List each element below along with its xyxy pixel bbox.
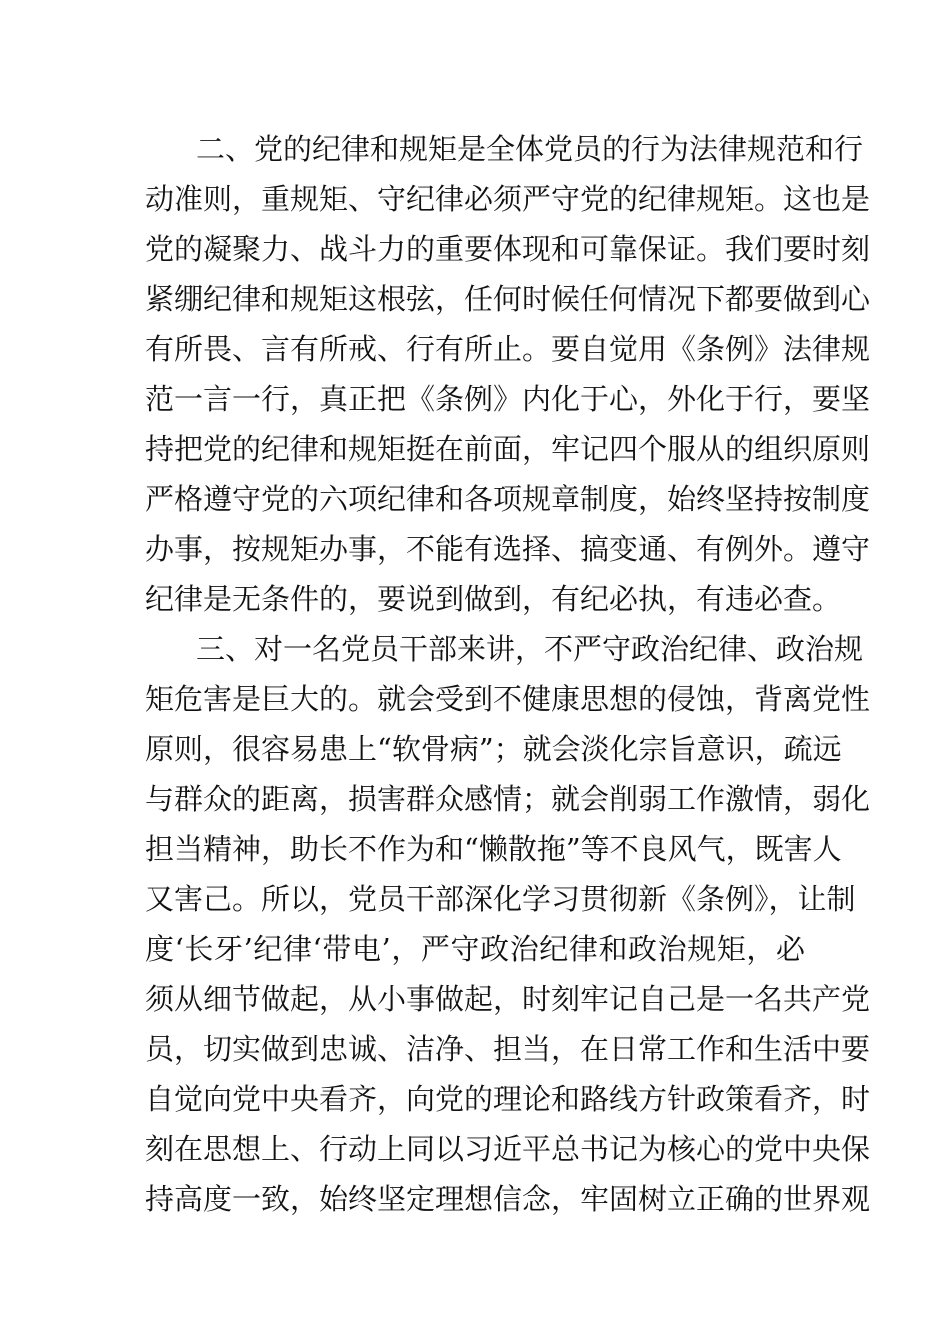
text-line: 又害己。所以，党员干部深化学习贯彻新《条例》，让制 <box>145 882 856 916</box>
text-line: 党的凝聚力、战斗力的重要体现和可靠保证。我们要时刻 <box>145 232 871 266</box>
text-line: 二、党的纪律和规矩是全体党员的行为法律规范和行 <box>196 132 864 166</box>
text-line: 自觉向党中央看齐，向党的理论和路线方针政策看齐，时 <box>145 1082 871 1116</box>
text-line: 持高度一致，始终坚定理想信念，牢固树立正确的世界观 <box>145 1182 871 1216</box>
text-line: 矩危害是巨大的。就会受到不健康思想的侵蚀，背离党性 <box>145 682 871 716</box>
text-line: 持把党的纪律和规矩挺在前面，牢记四个服从的组织原则 <box>145 432 871 466</box>
text-line: 担当精神，助长不作为和“懒散拖”等不良风气，既害人 <box>145 832 842 866</box>
text-line: 原则，很容易患上“软骨病”；就会淡化宗旨意识，疏远 <box>145 732 842 766</box>
text-line: 员，切实做到忠诚、洁净、担当，在日常工作和生活中要 <box>145 1032 871 1066</box>
text-line: 度‘长牙’纪律‘带电’，严守政治纪律和政治规矩，必 <box>145 932 805 966</box>
text-line: 有所畏、言有所戒、行有所止。要自觉用《条例》法律规 <box>145 332 871 366</box>
text-line: 纪律是无条件的，要说到做到，有纪必执，有违必查。 <box>145 582 842 616</box>
text-line: 与群众的距离，损害群众感情；就会削弱工作激情，弱化 <box>145 782 871 816</box>
text-line: 紧绷纪律和规矩这根弦，任何时候任何情况下都要做到心 <box>145 282 871 316</box>
text-line: 须从细节做起，从小事做起，时刻牢记自己是一名共产党 <box>145 982 871 1016</box>
text-line: 动准则，重规矩、守纪律必须严守党的纪律规矩。这也是 <box>145 182 871 216</box>
text-line: 三、对一名党员干部来讲，不严守政治纪律、政治规 <box>196 632 864 666</box>
text-line: 办事，按规矩办事，不能有选择、搞变通、有例外。遵守 <box>145 532 871 566</box>
text-line: 严格遵守党的六项纪律和各项规章制度，始终坚持按制度 <box>145 482 871 516</box>
text-line: 刻在思想上、行动上同以习近平总书记为核心的党中央保 <box>145 1132 871 1166</box>
text-line: 范一言一行，真正把《条例》内化于心，外化于行，要坚 <box>145 382 871 416</box>
